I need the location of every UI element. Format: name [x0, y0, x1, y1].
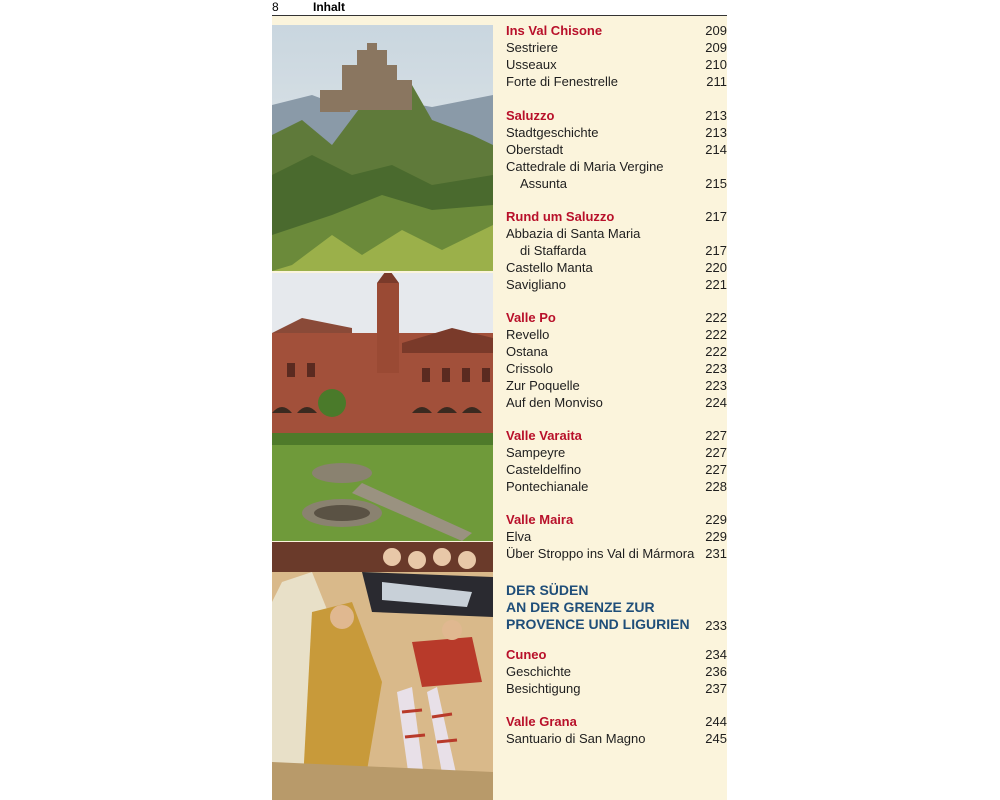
- toc-entry-stadtgeschichte[interactable]: [506, 124, 727, 141]
- toc-entry-crissolo[interactable]: [506, 360, 727, 377]
- toc-page-number: 245: [705, 731, 727, 746]
- page-header: [272, 0, 727, 16]
- toc-section-valle-po[interactable]: [506, 309, 727, 326]
- toc-section-title: Valle Varaita: [506, 428, 582, 443]
- toc-page-number: 222: [705, 310, 727, 325]
- toc-entry-poquelle[interactable]: [506, 377, 727, 394]
- toc-page-number: 237: [705, 681, 727, 696]
- toc-page-number: 217: [705, 243, 727, 258]
- toc-entry-label: Ostana: [506, 344, 548, 359]
- toc-entry-revello[interactable]: [506, 326, 727, 343]
- toc-page-number: 227: [705, 445, 727, 460]
- toc-entry-sampeyre[interactable]: [506, 444, 727, 461]
- toc-page-number: 234: [705, 647, 727, 662]
- toc-page-number: 210: [705, 57, 727, 72]
- toc-entry-manta[interactable]: [506, 259, 727, 276]
- toc-page-number: 233: [705, 618, 727, 633]
- toc-entry-cattedrale[interactable]: [506, 158, 727, 175]
- toc-entry-label: Über Stroppo ins Val di Mármora: [506, 546, 695, 561]
- toc-page-number: 211: [706, 74, 727, 89]
- toc-entry-label: Besichtigung: [506, 681, 581, 696]
- toc-section-title: Valle Grana: [506, 714, 577, 729]
- toc-page-number: 227: [705, 428, 727, 443]
- toc-entry-stroppo[interactable]: [506, 545, 727, 562]
- toc-chapter-title-line3: PROVENCE UND LIGURIEN: [506, 616, 690, 632]
- toc-page-number: 220: [705, 260, 727, 275]
- toc-entry-usseaux[interactable]: [506, 56, 727, 73]
- toc-entry-label: Revello: [506, 327, 550, 342]
- toc-entry-label: Stadtgeschichte: [506, 125, 599, 140]
- toc-page-number: 209: [705, 23, 727, 38]
- toc-entry-sestriere[interactable]: [506, 39, 727, 56]
- toc-section-title: Valle Po: [506, 310, 556, 325]
- toc-page-number: 236: [705, 664, 727, 679]
- toc-page-number: 223: [705, 378, 727, 393]
- photo-fresco-painting: [272, 542, 493, 800]
- toc-entry-staffarda-cont[interactable]: [506, 242, 727, 259]
- toc-entry-label: Oberstadt: [506, 142, 564, 157]
- running-head-title: Inhalt: [313, 0, 345, 14]
- toc-section-val-chisone[interactable]: [506, 22, 727, 39]
- toc-entry-pontechianale[interactable]: [506, 478, 727, 495]
- toc-page-number: 224: [705, 395, 727, 410]
- toc-entry-geschichte[interactable]: [506, 663, 727, 680]
- toc-entry-label: Geschichte: [506, 664, 572, 679]
- toc-entry-ostana[interactable]: [506, 343, 727, 360]
- toc-section-rund-um-saluzzo[interactable]: [506, 208, 727, 225]
- toc-page-number: 228: [705, 479, 727, 494]
- photo-abbey-cloister: [272, 273, 493, 541]
- toc-entry-label-continuation: Assunta: [520, 176, 567, 191]
- toc-chapter-title-line2: AN DER GRENZE ZUR: [506, 599, 655, 615]
- toc-entry-label: Forte di Fenestrelle: [506, 74, 618, 89]
- toc-section-valle-varaita[interactable]: [506, 427, 727, 444]
- toc-entry-label: Cattedrale di Maria Vergine: [506, 159, 664, 174]
- toc-page-number: 217: [705, 209, 727, 224]
- toc-entry-label: Savigliano: [506, 277, 566, 292]
- toc-entry-fenestrelle[interactable]: [506, 73, 727, 90]
- photo-column: [272, 25, 493, 800]
- toc-section-title: Saluzzo: [506, 108, 555, 123]
- toc-entry-label: Pontechianale: [506, 479, 589, 494]
- toc-entry-label: Sestriere: [506, 40, 559, 55]
- toc-page-number: 227: [705, 462, 727, 477]
- toc-entry-cattedrale-cont[interactable]: [506, 175, 727, 192]
- toc-page-number: 222: [705, 344, 727, 359]
- toc-page-number: 229: [705, 529, 727, 544]
- toc-page-number: 209: [705, 40, 727, 55]
- toc-entry-label: Crissolo: [506, 361, 553, 376]
- toc-entry-label: Auf den Monviso: [506, 395, 603, 410]
- toc-entry-label-continuation: di Staffarda: [520, 243, 587, 258]
- toc-entry-label: Usseaux: [506, 57, 557, 72]
- toc-entry-label: Santuario di San Magno: [506, 731, 646, 746]
- toc-section-valle-maira[interactable]: [506, 511, 727, 528]
- toc-section-title: Valle Maira: [506, 512, 574, 527]
- toc-entry-label: Abbazia di Santa Maria: [506, 226, 641, 241]
- toc-entry-label: Sampeyre: [506, 445, 566, 460]
- toc-page-number: 244: [705, 714, 727, 729]
- toc-entry-oberstadt[interactable]: [506, 141, 727, 158]
- toc-entry-savigliano[interactable]: [506, 276, 727, 293]
- toc-section-title: Ins Val Chisone: [506, 23, 603, 38]
- photo-monastery-on-mountain: [272, 25, 493, 271]
- toc-entry-monviso[interactable]: [506, 394, 727, 411]
- toc-entry-label: Castello Manta: [506, 260, 593, 275]
- toc-page-number: 213: [705, 125, 727, 140]
- toc-section-valle-grana[interactable]: [506, 713, 727, 730]
- toc-entry-label: Zur Poquelle: [506, 378, 580, 393]
- toc-section-title: Rund um Saluzzo: [506, 209, 615, 224]
- toc-page-number: 222: [705, 327, 727, 342]
- toc-page-number: 213: [705, 108, 727, 123]
- toc-page-number: 214: [705, 142, 727, 157]
- toc-page-number: 231: [705, 546, 727, 561]
- toc-entry-casteldelfino[interactable]: [506, 461, 727, 478]
- toc-page-number: 223: [705, 361, 727, 376]
- toc-page-number: 229: [705, 512, 727, 527]
- toc-chapter-sueden[interactable]: [506, 582, 727, 633]
- toc-section-cuneo[interactable]: [506, 646, 727, 663]
- toc-page-number: 221: [705, 277, 727, 292]
- toc-entry-label: Elva: [506, 529, 532, 544]
- toc-entry-staffarda[interactable]: [506, 225, 727, 242]
- toc-page-number: 215: [705, 176, 727, 191]
- toc-chapter-title-line1: DER SÜDEN: [506, 582, 589, 598]
- toc-entry-label: Casteldelfino: [506, 462, 582, 477]
- toc-entry-san-magno[interactable]: [506, 730, 727, 747]
- page-number: 8: [272, 0, 279, 14]
- toc-section-saluzzo[interactable]: [506, 107, 727, 124]
- toc-entry-elva[interactable]: [506, 528, 727, 545]
- toc-section-title: Cuneo: [506, 647, 547, 662]
- toc-entry-besichtigung[interactable]: [506, 680, 727, 697]
